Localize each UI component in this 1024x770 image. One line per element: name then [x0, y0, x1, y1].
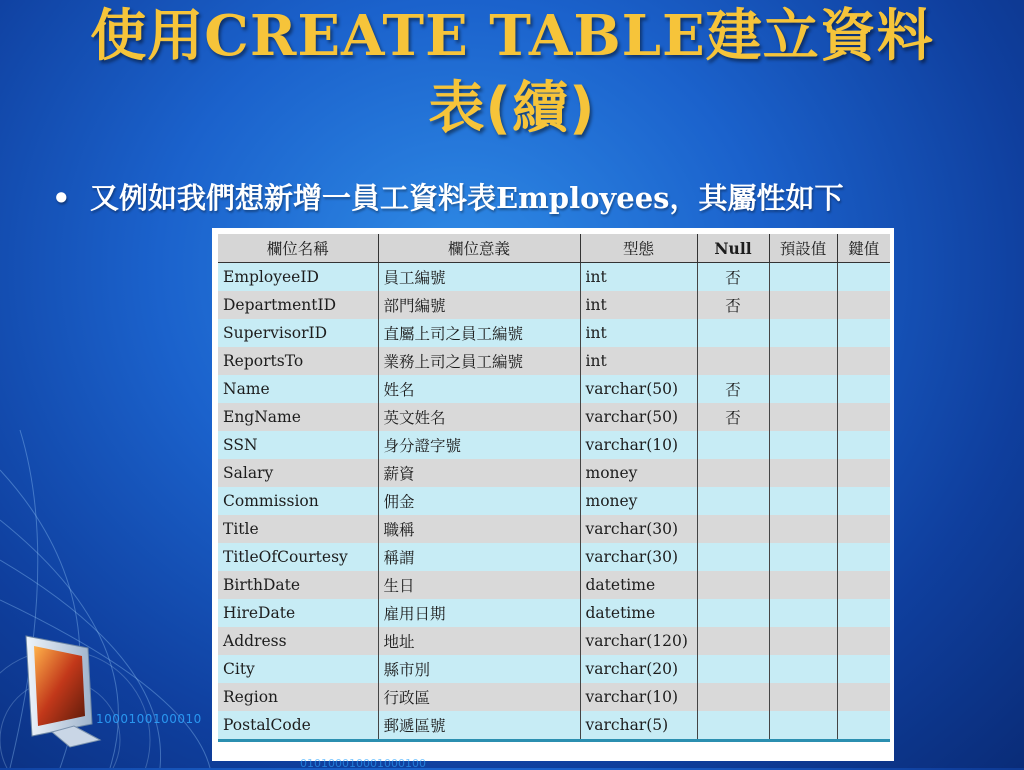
cell-key [837, 571, 890, 599]
cell-field-name: Commission [218, 487, 378, 515]
table-row [218, 515, 890, 543]
table-row [218, 627, 890, 655]
cell-default [769, 683, 837, 711]
cell-field-meaning: 佣金 [378, 487, 580, 515]
cell-field-name: SupervisorID [218, 319, 378, 347]
cell-null [697, 543, 769, 571]
cell-null [697, 347, 769, 375]
table-row [218, 711, 890, 741]
cell-field-name: ReportsTo [218, 347, 378, 375]
cell-default [769, 347, 837, 375]
cell-field-name: Title [218, 515, 378, 543]
cell-null [697, 599, 769, 627]
table-body [218, 263, 890, 741]
cell-field-meaning: 薪資 [378, 459, 580, 487]
cell-null: 否 [697, 263, 769, 292]
slide-title [0, 0, 1024, 145]
binary-decoration: 1000100100010 [96, 712, 202, 726]
cell-default [769, 571, 837, 599]
cell-type: varchar(5) [580, 711, 697, 741]
table-row [218, 683, 890, 711]
table-row [218, 543, 890, 571]
employees-schema-table-container [212, 228, 894, 761]
cell-field-name: BirthDate [218, 571, 378, 599]
table-row [218, 431, 890, 459]
cell-field-meaning: 行政區 [378, 683, 580, 711]
cell-type: money [580, 459, 697, 487]
table-row [218, 263, 890, 292]
column-header-field-meaning: 欄位意義 [378, 234, 580, 263]
cell-field-meaning: 雇用日期 [378, 599, 580, 627]
cell-field-name: SSN [218, 431, 378, 459]
column-header-field-name: 欄位名稱 [218, 234, 378, 263]
cell-key [837, 543, 890, 571]
cell-default [769, 543, 837, 571]
cell-default [769, 263, 837, 292]
cell-field-meaning: 業務上司之員工編號 [378, 347, 580, 375]
cell-field-name: Salary [218, 459, 378, 487]
table-row [218, 571, 890, 599]
cell-key [837, 291, 890, 319]
cell-type: int [580, 291, 697, 319]
cell-key [837, 487, 890, 515]
cell-null [697, 627, 769, 655]
cell-field-meaning: 員工編號 [378, 263, 580, 292]
cell-field-name: EmployeeID [218, 263, 378, 292]
cell-field-name: EngName [218, 403, 378, 431]
bullet-text: 又例如我們想新增一員工資料表Employees，其屬性如下 [90, 181, 844, 215]
cell-key [837, 599, 890, 627]
cell-key [837, 655, 890, 683]
cell-type: varchar(30) [580, 515, 697, 543]
cell-key [837, 319, 890, 347]
cell-field-name: DepartmentID [218, 291, 378, 319]
cell-type: datetime [580, 571, 697, 599]
cell-type: int [580, 347, 697, 375]
cell-key [837, 431, 890, 459]
cell-default [769, 403, 837, 431]
table-header-row [218, 234, 890, 263]
cell-default [769, 431, 837, 459]
cell-type: int [580, 263, 697, 292]
cell-type: varchar(10) [580, 683, 697, 711]
table-row [218, 347, 890, 375]
table-row [218, 403, 890, 431]
title-line-1 [0, 0, 1024, 73]
cell-null: 否 [697, 403, 769, 431]
cell-key [837, 459, 890, 487]
cell-null [697, 487, 769, 515]
cell-field-meaning: 稱謂 [378, 543, 580, 571]
cell-field-meaning: 職稱 [378, 515, 580, 543]
column-header-type: 型態 [580, 234, 697, 263]
cell-default [769, 459, 837, 487]
title-keyword: CREATE TABLE [204, 3, 706, 69]
cell-key [837, 375, 890, 403]
cell-null [697, 515, 769, 543]
cell-field-name: City [218, 655, 378, 683]
table-row [218, 599, 890, 627]
cell-field-name: Region [218, 683, 378, 711]
cell-null [697, 571, 769, 599]
cell-field-meaning: 郵遞區號 [378, 711, 580, 741]
title-prefix: 使用 [90, 4, 205, 69]
cell-default [769, 711, 837, 741]
cell-type: varchar(120) [580, 627, 697, 655]
table-row [218, 487, 890, 515]
cell-field-meaning: 縣市別 [378, 655, 580, 683]
cell-default [769, 627, 837, 655]
cell-default [769, 375, 837, 403]
cell-field-meaning: 直屬上司之員工編號 [378, 319, 580, 347]
cell-field-name: HireDate [218, 599, 378, 627]
cell-type: money [580, 487, 697, 515]
cell-key [837, 515, 890, 543]
cell-field-name: TitleOfCourtesy [218, 543, 378, 571]
cell-key [837, 711, 890, 741]
employees-schema-table [218, 234, 890, 742]
cell-null [697, 711, 769, 741]
cell-default [769, 599, 837, 627]
cell-field-meaning: 姓名 [378, 375, 580, 403]
cell-null [697, 319, 769, 347]
cell-field-meaning: 部門編號 [378, 291, 580, 319]
column-header-key: 鍵值 [837, 234, 890, 263]
cell-key [837, 403, 890, 431]
cell-null: 否 [697, 375, 769, 403]
table-row [218, 319, 890, 347]
cell-key [837, 263, 890, 292]
cell-default [769, 319, 837, 347]
cell-null [697, 431, 769, 459]
table-row [218, 375, 890, 403]
cell-default [769, 655, 837, 683]
cell-type: varchar(10) [580, 431, 697, 459]
cell-field-name: Name [218, 375, 378, 403]
cell-field-name: PostalCode [218, 711, 378, 741]
cell-default [769, 515, 837, 543]
cell-null [697, 459, 769, 487]
cell-default [769, 487, 837, 515]
cell-key [837, 347, 890, 375]
cell-null: 否 [697, 291, 769, 319]
cell-field-meaning: 英文姓名 [378, 403, 580, 431]
computer-monitor-icon [22, 628, 112, 748]
column-header-default: 預設值 [769, 234, 837, 263]
cell-type: varchar(50) [580, 403, 697, 431]
cell-key [837, 683, 890, 711]
title-suffix: 建立資料 [705, 4, 934, 69]
table-row [218, 459, 890, 487]
title-line-2: 表(續) [428, 76, 596, 141]
cell-null [697, 683, 769, 711]
cell-null [697, 655, 769, 683]
cell-type: datetime [580, 599, 697, 627]
table-row [218, 655, 890, 683]
cell-type: varchar(50) [580, 375, 697, 403]
table-row [218, 291, 890, 319]
binary-decoration-lower: 010100010001000100 [300, 757, 426, 770]
cell-type: varchar(20) [580, 655, 697, 683]
cell-field-name: Address [218, 627, 378, 655]
cell-type: varchar(30) [580, 543, 697, 571]
cell-field-meaning: 身分證字號 [378, 431, 580, 459]
cell-default [769, 291, 837, 319]
bullet-icon: • [52, 181, 71, 215]
cell-key [837, 627, 890, 655]
cell-type: int [580, 319, 697, 347]
cell-field-meaning: 生日 [378, 571, 580, 599]
column-header-null: Null [697, 234, 769, 263]
cell-field-meaning: 地址 [378, 627, 580, 655]
